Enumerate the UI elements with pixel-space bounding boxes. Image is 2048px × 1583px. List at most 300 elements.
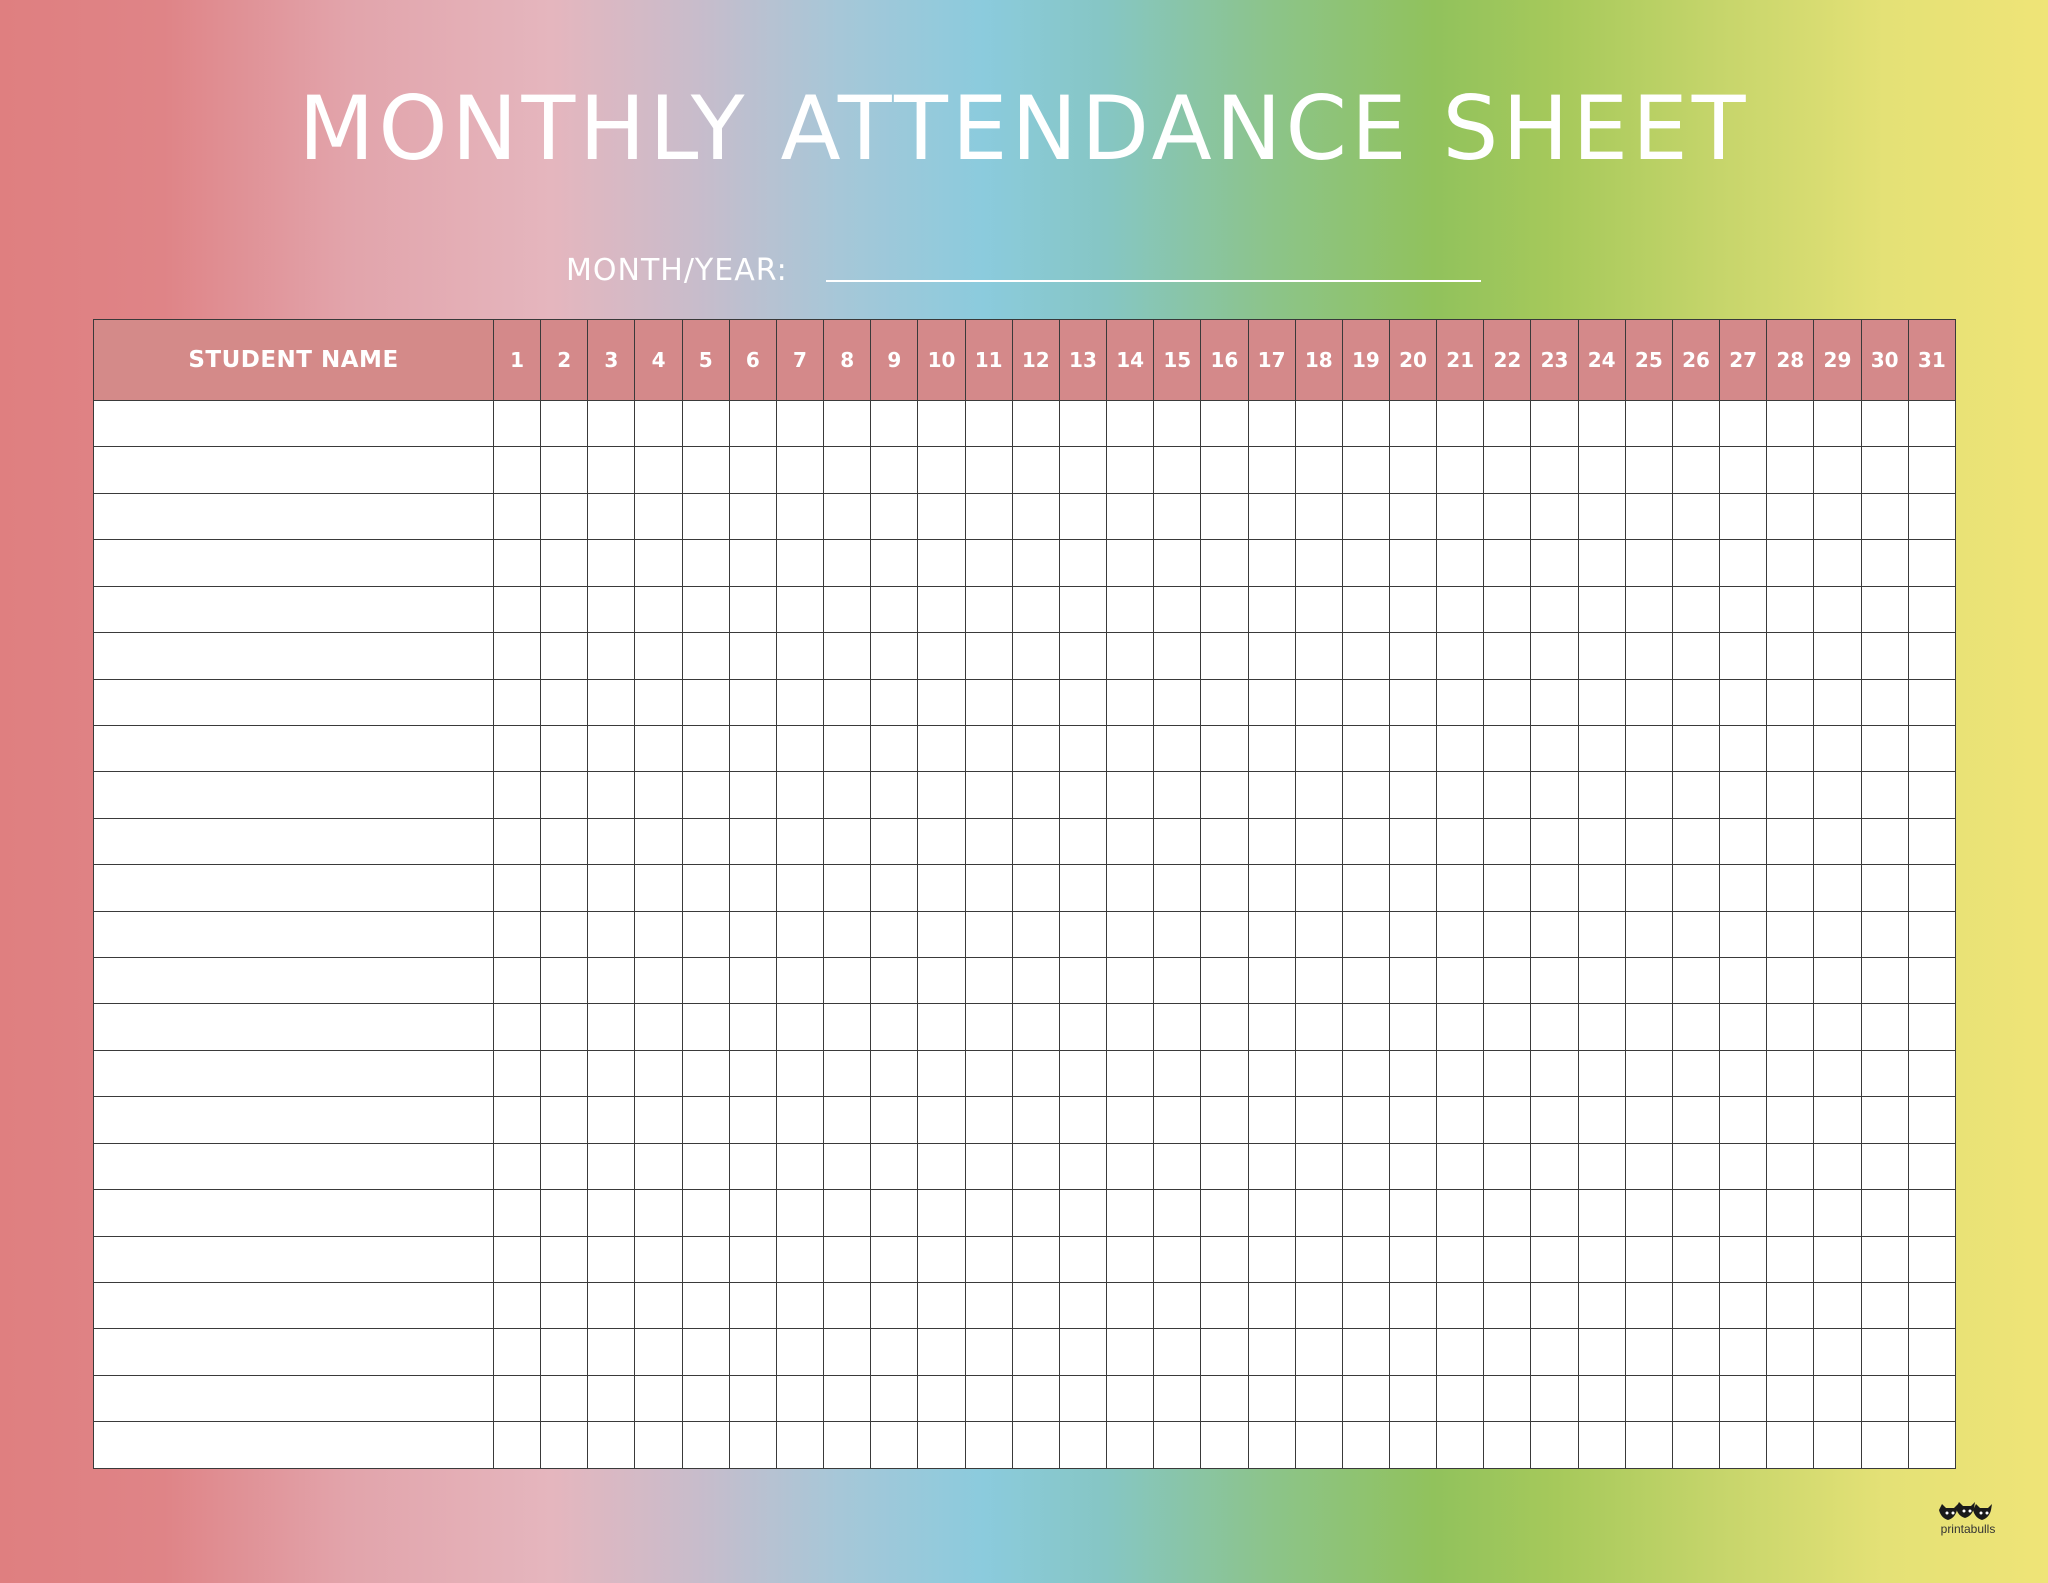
attendance-cell[interactable] bbox=[729, 447, 776, 493]
attendance-cell[interactable] bbox=[1248, 772, 1295, 818]
attendance-cell[interactable] bbox=[965, 401, 1012, 447]
attendance-cell[interactable] bbox=[1531, 679, 1578, 725]
attendance-cell[interactable] bbox=[729, 586, 776, 632]
attendance-cell[interactable] bbox=[1908, 586, 1955, 632]
attendance-cell[interactable] bbox=[1672, 772, 1719, 818]
attendance-cell[interactable] bbox=[729, 1097, 776, 1143]
attendance-cell[interactable] bbox=[1767, 911, 1814, 957]
attendance-cell[interactable] bbox=[776, 1375, 823, 1421]
attendance-cell[interactable] bbox=[1295, 586, 1342, 632]
attendance-cell[interactable] bbox=[1578, 586, 1625, 632]
attendance-cell[interactable] bbox=[1814, 586, 1861, 632]
attendance-cell[interactable] bbox=[1012, 865, 1059, 911]
attendance-cell[interactable] bbox=[776, 818, 823, 864]
attendance-cell[interactable] bbox=[1201, 633, 1248, 679]
attendance-cell[interactable] bbox=[1295, 1329, 1342, 1375]
attendance-cell[interactable] bbox=[1154, 679, 1201, 725]
attendance-cell[interactable] bbox=[1814, 540, 1861, 586]
attendance-cell[interactable] bbox=[1672, 1190, 1719, 1236]
attendance-cell[interactable] bbox=[918, 1004, 965, 1050]
attendance-cell[interactable] bbox=[1578, 540, 1625, 586]
attendance-cell[interactable] bbox=[1389, 447, 1436, 493]
attendance-cell[interactable] bbox=[729, 401, 776, 447]
attendance-cell[interactable] bbox=[1201, 725, 1248, 771]
attendance-cell[interactable] bbox=[1578, 865, 1625, 911]
attendance-cell[interactable] bbox=[588, 1236, 635, 1282]
attendance-cell[interactable] bbox=[1484, 679, 1531, 725]
attendance-cell[interactable] bbox=[1295, 865, 1342, 911]
attendance-cell[interactable] bbox=[1861, 725, 1908, 771]
attendance-cell[interactable] bbox=[1107, 1143, 1154, 1189]
student-name-cell[interactable] bbox=[94, 911, 494, 957]
attendance-cell[interactable] bbox=[1154, 493, 1201, 539]
attendance-cell[interactable] bbox=[494, 1375, 541, 1421]
attendance-cell[interactable] bbox=[1767, 1190, 1814, 1236]
attendance-cell[interactable] bbox=[1625, 1004, 1672, 1050]
attendance-cell[interactable] bbox=[1248, 1236, 1295, 1282]
attendance-cell[interactable] bbox=[1908, 1283, 1955, 1329]
attendance-cell[interactable] bbox=[588, 1050, 635, 1096]
attendance-cell[interactable] bbox=[1531, 725, 1578, 771]
attendance-cell[interactable] bbox=[776, 540, 823, 586]
attendance-cell[interactable] bbox=[1578, 1283, 1625, 1329]
attendance-cell[interactable] bbox=[729, 865, 776, 911]
attendance-cell[interactable] bbox=[1059, 1190, 1106, 1236]
attendance-cell[interactable] bbox=[1012, 1004, 1059, 1050]
attendance-cell[interactable] bbox=[1625, 679, 1672, 725]
attendance-cell[interactable] bbox=[1248, 1283, 1295, 1329]
attendance-cell[interactable] bbox=[918, 1236, 965, 1282]
attendance-cell[interactable] bbox=[1059, 958, 1106, 1004]
attendance-cell[interactable] bbox=[1437, 772, 1484, 818]
attendance-cell[interactable] bbox=[1342, 401, 1389, 447]
attendance-cell[interactable] bbox=[1107, 679, 1154, 725]
attendance-cell[interactable] bbox=[541, 1283, 588, 1329]
attendance-cell[interactable] bbox=[1672, 540, 1719, 586]
attendance-cell[interactable] bbox=[1908, 1422, 1955, 1469]
attendance-cell[interactable] bbox=[1437, 1375, 1484, 1421]
attendance-cell[interactable] bbox=[1908, 725, 1955, 771]
attendance-cell[interactable] bbox=[1107, 911, 1154, 957]
attendance-cell[interactable] bbox=[1908, 1050, 1955, 1096]
attendance-cell[interactable] bbox=[1908, 1236, 1955, 1282]
attendance-cell[interactable] bbox=[1625, 911, 1672, 957]
attendance-cell[interactable] bbox=[635, 633, 682, 679]
attendance-cell[interactable] bbox=[588, 540, 635, 586]
attendance-cell[interactable] bbox=[682, 958, 729, 1004]
attendance-cell[interactable] bbox=[1531, 540, 1578, 586]
attendance-cell[interactable] bbox=[1672, 401, 1719, 447]
attendance-cell[interactable] bbox=[1767, 447, 1814, 493]
attendance-cell[interactable] bbox=[1767, 772, 1814, 818]
month-year-input-line[interactable] bbox=[826, 280, 1481, 282]
attendance-cell[interactable] bbox=[776, 725, 823, 771]
attendance-cell[interactable] bbox=[965, 679, 1012, 725]
attendance-cell[interactable] bbox=[1814, 958, 1861, 1004]
attendance-cell[interactable] bbox=[918, 1097, 965, 1143]
attendance-cell[interactable] bbox=[682, 401, 729, 447]
attendance-cell[interactable] bbox=[824, 1329, 871, 1375]
student-name-cell[interactable] bbox=[94, 1004, 494, 1050]
attendance-cell[interactable] bbox=[1295, 1050, 1342, 1096]
attendance-cell[interactable] bbox=[1437, 679, 1484, 725]
attendance-cell[interactable] bbox=[824, 679, 871, 725]
attendance-cell[interactable] bbox=[1578, 679, 1625, 725]
attendance-cell[interactable] bbox=[1908, 1097, 1955, 1143]
attendance-cell[interactable] bbox=[965, 1422, 1012, 1469]
attendance-cell[interactable] bbox=[1389, 1143, 1436, 1189]
attendance-cell[interactable] bbox=[1484, 540, 1531, 586]
attendance-cell[interactable] bbox=[588, 1190, 635, 1236]
attendance-cell[interactable] bbox=[1295, 725, 1342, 771]
attendance-cell[interactable] bbox=[1389, 679, 1436, 725]
attendance-cell[interactable] bbox=[1578, 1190, 1625, 1236]
student-name-cell[interactable] bbox=[94, 447, 494, 493]
attendance-cell[interactable] bbox=[494, 1004, 541, 1050]
attendance-cell[interactable] bbox=[824, 865, 871, 911]
attendance-cell[interactable] bbox=[1767, 725, 1814, 771]
attendance-cell[interactable] bbox=[1814, 679, 1861, 725]
attendance-cell[interactable] bbox=[541, 1236, 588, 1282]
attendance-cell[interactable] bbox=[965, 540, 1012, 586]
attendance-cell[interactable] bbox=[1059, 818, 1106, 864]
attendance-cell[interactable] bbox=[1672, 818, 1719, 864]
attendance-cell[interactable] bbox=[1531, 1236, 1578, 1282]
attendance-cell[interactable] bbox=[824, 493, 871, 539]
attendance-cell[interactable] bbox=[824, 1050, 871, 1096]
attendance-cell[interactable] bbox=[1672, 1329, 1719, 1375]
attendance-cell[interactable] bbox=[1012, 911, 1059, 957]
attendance-cell[interactable] bbox=[1295, 1422, 1342, 1469]
attendance-cell[interactable] bbox=[1861, 958, 1908, 1004]
attendance-cell[interactable] bbox=[1342, 1375, 1389, 1421]
attendance-cell[interactable] bbox=[871, 1004, 918, 1050]
attendance-cell[interactable] bbox=[871, 1422, 918, 1469]
attendance-cell[interactable] bbox=[1437, 818, 1484, 864]
attendance-cell[interactable] bbox=[494, 818, 541, 864]
attendance-cell[interactable] bbox=[588, 1375, 635, 1421]
attendance-cell[interactable] bbox=[918, 911, 965, 957]
attendance-cell[interactable] bbox=[1531, 1050, 1578, 1096]
attendance-cell[interactable] bbox=[1248, 447, 1295, 493]
attendance-cell[interactable] bbox=[1389, 772, 1436, 818]
attendance-cell[interactable] bbox=[871, 865, 918, 911]
attendance-cell[interactable] bbox=[1814, 1190, 1861, 1236]
attendance-cell[interactable] bbox=[1437, 1097, 1484, 1143]
attendance-cell[interactable] bbox=[1012, 1422, 1059, 1469]
attendance-cell[interactable] bbox=[1295, 1097, 1342, 1143]
attendance-cell[interactable] bbox=[729, 679, 776, 725]
attendance-cell[interactable] bbox=[824, 818, 871, 864]
attendance-cell[interactable] bbox=[1012, 447, 1059, 493]
attendance-cell[interactable] bbox=[494, 540, 541, 586]
attendance-cell[interactable] bbox=[1484, 911, 1531, 957]
attendance-cell[interactable] bbox=[1861, 679, 1908, 725]
attendance-cell[interactable] bbox=[1861, 401, 1908, 447]
attendance-cell[interactable] bbox=[1012, 1143, 1059, 1189]
attendance-cell[interactable] bbox=[1154, 401, 1201, 447]
attendance-cell[interactable] bbox=[1531, 447, 1578, 493]
attendance-cell[interactable] bbox=[1484, 1375, 1531, 1421]
attendance-cell[interactable] bbox=[1908, 818, 1955, 864]
attendance-cell[interactable] bbox=[682, 725, 729, 771]
attendance-cell[interactable] bbox=[588, 401, 635, 447]
attendance-cell[interactable] bbox=[494, 725, 541, 771]
attendance-cell[interactable] bbox=[1578, 958, 1625, 1004]
attendance-cell[interactable] bbox=[1484, 818, 1531, 864]
attendance-cell[interactable] bbox=[1107, 958, 1154, 1004]
attendance-cell[interactable] bbox=[918, 1143, 965, 1189]
attendance-cell[interactable] bbox=[965, 1190, 1012, 1236]
attendance-cell[interactable] bbox=[1531, 1283, 1578, 1329]
attendance-cell[interactable] bbox=[1720, 725, 1767, 771]
attendance-cell[interactable] bbox=[1389, 586, 1436, 632]
attendance-cell[interactable] bbox=[871, 540, 918, 586]
attendance-cell[interactable] bbox=[776, 1143, 823, 1189]
student-name-cell[interactable] bbox=[94, 1097, 494, 1143]
attendance-cell[interactable] bbox=[1720, 1422, 1767, 1469]
attendance-cell[interactable] bbox=[1531, 1375, 1578, 1421]
attendance-cell[interactable] bbox=[1012, 958, 1059, 1004]
attendance-cell[interactable] bbox=[1578, 1143, 1625, 1189]
attendance-cell[interactable] bbox=[1389, 1097, 1436, 1143]
attendance-cell[interactable] bbox=[682, 1283, 729, 1329]
attendance-cell[interactable] bbox=[635, 958, 682, 1004]
attendance-cell[interactable] bbox=[1767, 865, 1814, 911]
attendance-cell[interactable] bbox=[1484, 1050, 1531, 1096]
attendance-cell[interactable] bbox=[635, 1190, 682, 1236]
attendance-cell[interactable] bbox=[1295, 958, 1342, 1004]
attendance-cell[interactable] bbox=[1012, 725, 1059, 771]
attendance-cell[interactable] bbox=[588, 1143, 635, 1189]
attendance-cell[interactable] bbox=[1059, 1097, 1106, 1143]
attendance-cell[interactable] bbox=[1625, 725, 1672, 771]
attendance-cell[interactable] bbox=[635, 725, 682, 771]
attendance-cell[interactable] bbox=[1672, 958, 1719, 1004]
attendance-cell[interactable] bbox=[1059, 1050, 1106, 1096]
attendance-cell[interactable] bbox=[1484, 1097, 1531, 1143]
attendance-cell[interactable] bbox=[1814, 1375, 1861, 1421]
attendance-cell[interactable] bbox=[729, 725, 776, 771]
attendance-cell[interactable] bbox=[1484, 1283, 1531, 1329]
attendance-cell[interactable] bbox=[1059, 725, 1106, 771]
attendance-cell[interactable] bbox=[494, 1329, 541, 1375]
attendance-cell[interactable] bbox=[1154, 447, 1201, 493]
attendance-cell[interactable] bbox=[494, 447, 541, 493]
attendance-cell[interactable] bbox=[1720, 772, 1767, 818]
attendance-cell[interactable] bbox=[1484, 633, 1531, 679]
attendance-cell[interactable] bbox=[588, 1422, 635, 1469]
attendance-cell[interactable] bbox=[541, 1004, 588, 1050]
attendance-cell[interactable] bbox=[1201, 911, 1248, 957]
attendance-cell[interactable] bbox=[682, 865, 729, 911]
attendance-cell[interactable] bbox=[1248, 818, 1295, 864]
attendance-cell[interactable] bbox=[1672, 1236, 1719, 1282]
attendance-cell[interactable] bbox=[1295, 818, 1342, 864]
attendance-cell[interactable] bbox=[918, 1283, 965, 1329]
attendance-cell[interactable] bbox=[541, 911, 588, 957]
attendance-cell[interactable] bbox=[635, 679, 682, 725]
attendance-cell[interactable] bbox=[1107, 633, 1154, 679]
attendance-cell[interactable] bbox=[1625, 865, 1672, 911]
attendance-cell[interactable] bbox=[965, 1143, 1012, 1189]
student-name-cell[interactable] bbox=[94, 401, 494, 447]
attendance-cell[interactable] bbox=[682, 447, 729, 493]
attendance-cell[interactable] bbox=[588, 725, 635, 771]
attendance-cell[interactable] bbox=[1201, 1375, 1248, 1421]
attendance-cell[interactable] bbox=[1012, 818, 1059, 864]
attendance-cell[interactable] bbox=[1531, 1422, 1578, 1469]
attendance-cell[interactable] bbox=[1154, 1329, 1201, 1375]
attendance-cell[interactable] bbox=[1342, 1097, 1389, 1143]
attendance-cell[interactable] bbox=[541, 1050, 588, 1096]
attendance-cell[interactable] bbox=[1059, 633, 1106, 679]
attendance-cell[interactable] bbox=[635, 540, 682, 586]
attendance-cell[interactable] bbox=[1908, 1375, 1955, 1421]
attendance-cell[interactable] bbox=[1295, 540, 1342, 586]
attendance-cell[interactable] bbox=[682, 1143, 729, 1189]
attendance-cell[interactable] bbox=[1861, 865, 1908, 911]
attendance-cell[interactable] bbox=[1342, 1050, 1389, 1096]
attendance-cell[interactable] bbox=[541, 1329, 588, 1375]
attendance-cell[interactable] bbox=[541, 865, 588, 911]
attendance-cell[interactable] bbox=[1342, 679, 1389, 725]
attendance-cell[interactable] bbox=[1814, 1143, 1861, 1189]
attendance-cell[interactable] bbox=[776, 1329, 823, 1375]
attendance-cell[interactable] bbox=[494, 958, 541, 1004]
attendance-cell[interactable] bbox=[1531, 772, 1578, 818]
attendance-cell[interactable] bbox=[776, 1050, 823, 1096]
attendance-cell[interactable] bbox=[1107, 818, 1154, 864]
attendance-cell[interactable] bbox=[1861, 1375, 1908, 1421]
attendance-cell[interactable] bbox=[1012, 1283, 1059, 1329]
attendance-cell[interactable] bbox=[1625, 1097, 1672, 1143]
attendance-cell[interactable] bbox=[1154, 958, 1201, 1004]
attendance-cell[interactable] bbox=[1767, 540, 1814, 586]
attendance-cell[interactable] bbox=[1908, 401, 1955, 447]
attendance-cell[interactable] bbox=[1342, 1143, 1389, 1189]
attendance-cell[interactable] bbox=[965, 633, 1012, 679]
attendance-cell[interactable] bbox=[776, 958, 823, 1004]
attendance-cell[interactable] bbox=[1720, 1375, 1767, 1421]
attendance-cell[interactable] bbox=[1248, 586, 1295, 632]
attendance-cell[interactable] bbox=[1908, 1190, 1955, 1236]
attendance-cell[interactable] bbox=[1201, 1143, 1248, 1189]
attendance-cell[interactable] bbox=[1814, 1329, 1861, 1375]
attendance-cell[interactable] bbox=[1012, 1329, 1059, 1375]
attendance-cell[interactable] bbox=[1578, 818, 1625, 864]
attendance-cell[interactable] bbox=[1484, 1422, 1531, 1469]
attendance-cell[interactable] bbox=[1625, 493, 1672, 539]
attendance-cell[interactable] bbox=[1389, 958, 1436, 1004]
attendance-cell[interactable] bbox=[918, 865, 965, 911]
attendance-cell[interactable] bbox=[1720, 1236, 1767, 1282]
attendance-cell[interactable] bbox=[1389, 1236, 1436, 1282]
attendance-cell[interactable] bbox=[824, 1190, 871, 1236]
attendance-cell[interactable] bbox=[1625, 1329, 1672, 1375]
attendance-cell[interactable] bbox=[1059, 772, 1106, 818]
attendance-cell[interactable] bbox=[1672, 679, 1719, 725]
student-name-cell[interactable] bbox=[94, 772, 494, 818]
attendance-cell[interactable] bbox=[1578, 493, 1625, 539]
attendance-cell[interactable] bbox=[1012, 1050, 1059, 1096]
attendance-cell[interactable] bbox=[1437, 911, 1484, 957]
attendance-cell[interactable] bbox=[541, 1422, 588, 1469]
attendance-cell[interactable] bbox=[918, 540, 965, 586]
attendance-cell[interactable] bbox=[1672, 911, 1719, 957]
attendance-cell[interactable] bbox=[494, 586, 541, 632]
attendance-cell[interactable] bbox=[1342, 725, 1389, 771]
attendance-cell[interactable] bbox=[1908, 865, 1955, 911]
attendance-cell[interactable] bbox=[1625, 1375, 1672, 1421]
attendance-cell[interactable] bbox=[1248, 958, 1295, 1004]
attendance-cell[interactable] bbox=[729, 1236, 776, 1282]
student-name-cell[interactable] bbox=[94, 1190, 494, 1236]
attendance-cell[interactable] bbox=[494, 772, 541, 818]
attendance-cell[interactable] bbox=[1861, 1143, 1908, 1189]
attendance-cell[interactable] bbox=[1578, 1236, 1625, 1282]
attendance-cell[interactable] bbox=[1295, 1190, 1342, 1236]
attendance-cell[interactable] bbox=[1107, 401, 1154, 447]
attendance-cell[interactable] bbox=[729, 818, 776, 864]
attendance-cell[interactable] bbox=[1012, 679, 1059, 725]
attendance-cell[interactable] bbox=[541, 1097, 588, 1143]
attendance-cell[interactable] bbox=[494, 633, 541, 679]
attendance-cell[interactable] bbox=[1531, 1143, 1578, 1189]
attendance-cell[interactable] bbox=[1720, 401, 1767, 447]
attendance-cell[interactable] bbox=[1107, 493, 1154, 539]
attendance-cell[interactable] bbox=[1531, 1097, 1578, 1143]
attendance-cell[interactable] bbox=[824, 725, 871, 771]
attendance-cell[interactable] bbox=[1578, 1422, 1625, 1469]
attendance-cell[interactable] bbox=[1720, 1050, 1767, 1096]
attendance-cell[interactable] bbox=[918, 772, 965, 818]
attendance-cell[interactable] bbox=[1672, 1097, 1719, 1143]
attendance-cell[interactable] bbox=[918, 725, 965, 771]
attendance-cell[interactable] bbox=[1059, 1283, 1106, 1329]
attendance-cell[interactable] bbox=[1201, 540, 1248, 586]
attendance-cell[interactable] bbox=[1531, 1190, 1578, 1236]
attendance-cell[interactable] bbox=[1720, 679, 1767, 725]
attendance-cell[interactable] bbox=[1154, 1050, 1201, 1096]
attendance-cell[interactable] bbox=[1767, 1422, 1814, 1469]
attendance-cell[interactable] bbox=[1767, 493, 1814, 539]
student-name-cell[interactable] bbox=[94, 1283, 494, 1329]
attendance-cell[interactable] bbox=[1625, 1422, 1672, 1469]
attendance-cell[interactable] bbox=[1437, 725, 1484, 771]
attendance-cell[interactable] bbox=[965, 725, 1012, 771]
attendance-cell[interactable] bbox=[1248, 1004, 1295, 1050]
attendance-cell[interactable] bbox=[1248, 401, 1295, 447]
attendance-cell[interactable] bbox=[1578, 772, 1625, 818]
attendance-cell[interactable] bbox=[918, 1329, 965, 1375]
attendance-cell[interactable] bbox=[1248, 725, 1295, 771]
attendance-cell[interactable] bbox=[1861, 1422, 1908, 1469]
attendance-cell[interactable] bbox=[871, 1097, 918, 1143]
attendance-cell[interactable] bbox=[1248, 540, 1295, 586]
attendance-cell[interactable] bbox=[1107, 865, 1154, 911]
attendance-cell[interactable] bbox=[729, 493, 776, 539]
attendance-cell[interactable] bbox=[541, 540, 588, 586]
attendance-cell[interactable] bbox=[1531, 1329, 1578, 1375]
student-name-cell[interactable] bbox=[94, 679, 494, 725]
attendance-cell[interactable] bbox=[1484, 1004, 1531, 1050]
attendance-cell[interactable] bbox=[1625, 447, 1672, 493]
attendance-cell[interactable] bbox=[729, 1329, 776, 1375]
attendance-cell[interactable] bbox=[871, 1050, 918, 1096]
attendance-cell[interactable] bbox=[729, 633, 776, 679]
attendance-cell[interactable] bbox=[1578, 401, 1625, 447]
